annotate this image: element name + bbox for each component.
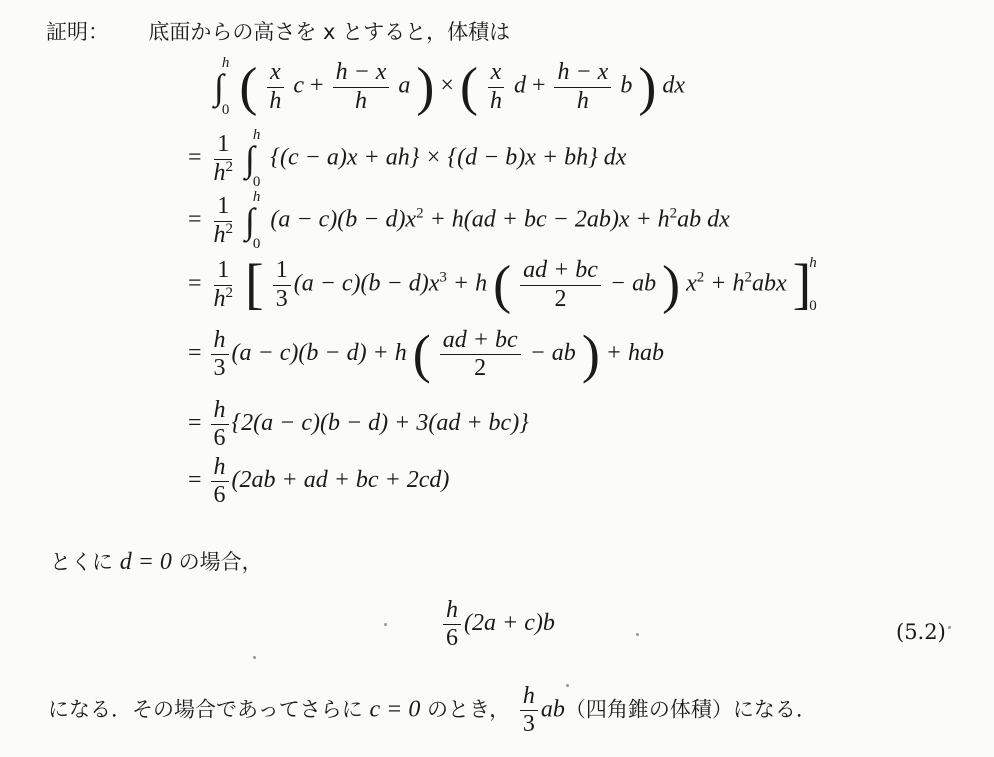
eq-step-7: = $\frac{h}{6}$ (2ab + ad + bc + 2cd) — [188, 454, 450, 509]
scan-speck — [948, 626, 951, 629]
integral-limits: h 0 — [221, 55, 230, 118]
scan-speck — [384, 623, 387, 626]
conclusion-line: になる．その場合であってさらに c = 0 のとき， $\frac{h}{3}$ ab（四角錐の体積）になる． — [48, 683, 817, 738]
scan-speck — [566, 684, 569, 687]
eq-step-5: = $\frac{h}{3}$ (a − c)(b − d) + h ( $\frac{ad + bc}{2}$ − ab ) + hab — [188, 324, 664, 385]
eq-step-6: = $\frac{h}{6}$ {2(a − c)(b − d) + 3(ad + bc)} — [188, 397, 529, 452]
eq-step-2: = $\frac{1}{h^2}$ ∫ h 0 {(c − a)x + ah} × {(d − b)x + bh} dx — [188, 127, 627, 190]
proof-header — [46, 16, 510, 46]
scan-speck — [253, 656, 256, 659]
proof-intro: 底面からの高さを x とすると，体積は — [148, 20, 511, 44]
proof-label: 証明： — [46, 20, 109, 44]
frac-hmx-over-h: $\frac{h - x}{h}$ — [333, 60, 390, 113]
scan-speck — [636, 633, 639, 636]
frac-ad-bc-over-2: $\frac{ad + bc}{2}$ — [520, 258, 601, 311]
frac-1-over-h2: $\frac{1}{h^2}$ — [213, 131, 234, 186]
integral-sign: ∫ — [214, 67, 224, 107]
eq-step-1: ∫ h 0 ( $\frac{x}{h}$ c + $\frac{h - x}{h}$ a ) × ( $\frac{x}{h}$ d + $\frac{h - x}{h}$ b ) dx — [214, 55, 685, 118]
special-case-line: とくに d = 0 の場合， — [50, 549, 263, 575]
eq-step-4: = $\frac{1}{h^2}$ [ $\frac{1}{3}$ $(a - c)(b - d)x^3 + h$ ( $\frac{ad + bc}{2}$ − ab ) $x^2 + h^2abx$ ] h 0 — [188, 253, 817, 316]
eq-step-3: = $\frac{1}{h^2}$ ∫ h 0 $(a - c)(b - d)x^2 + h(ad$ + bc − $2ab)x + h^2ab$ dx — [188, 189, 730, 252]
step2-body: {(c − a)x + ah} × {(d − b)x + bh} dx — [270, 144, 627, 171]
frac-hmx-over-h-2: $\frac{h - x}{h}$ — [554, 60, 611, 113]
equation-number: (5.2) — [896, 620, 946, 644]
frac-x-over-h: $\frac{x}{h}$ — [266, 60, 284, 113]
result-eq-5-2: $\frac{h}{6}$ (2a + c)b — [440, 598, 555, 651]
frac-x-over-h-2: $\frac{x}{h}$ — [487, 60, 505, 113]
